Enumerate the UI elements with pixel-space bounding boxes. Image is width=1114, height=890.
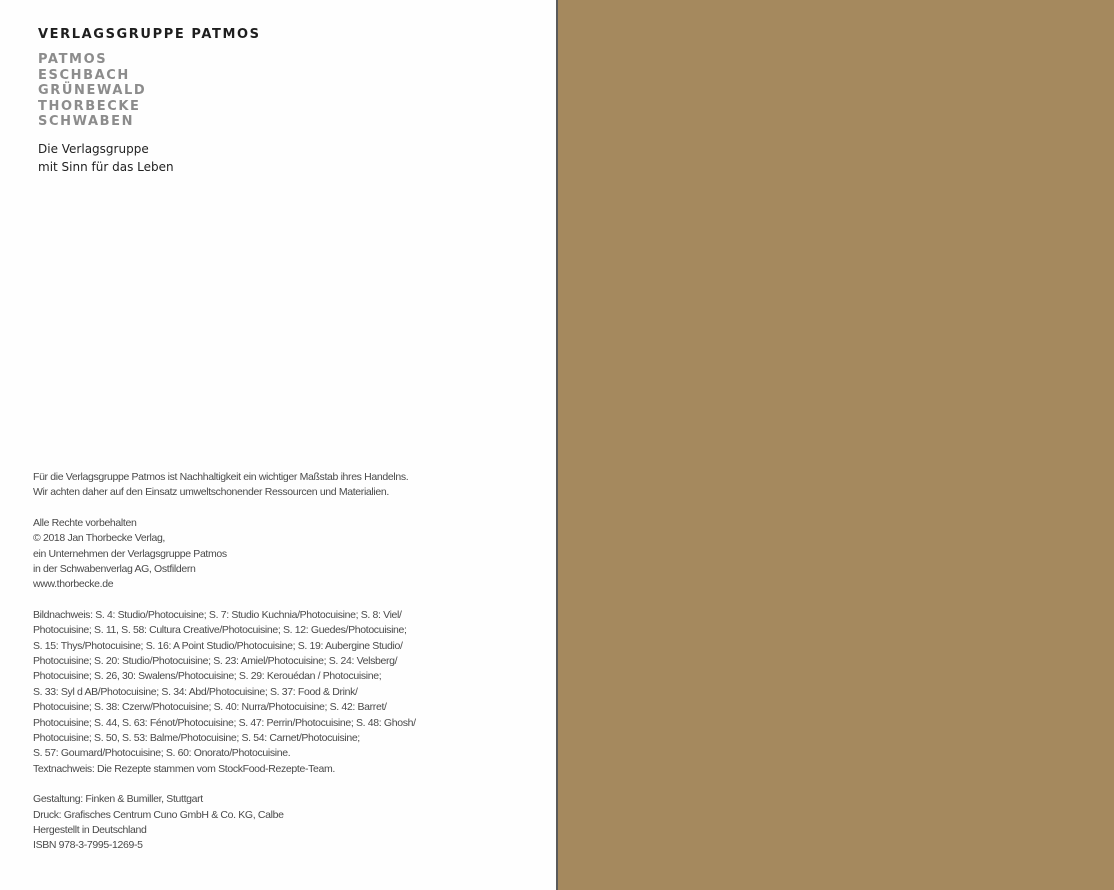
text-line: Wir achten daher auf den Einsatz umweltschonender Ressourcen und Materialien. (33, 486, 389, 499)
text-line: Photocuisine; S. 11, S. 58: Cultura Creative/Photocuisine; S. 12: Guedes/Photocuisine; (33, 624, 407, 637)
text-line: Gestaltung: Finken & Bumiller, Stuttgart (33, 793, 203, 806)
credits (33, 608, 463, 777)
isbn-text: ISBN 978-3-7995-1269-5 (33, 839, 143, 852)
imprint-list (38, 52, 261, 130)
tagline-line: Die Verlagsgruppe (38, 141, 149, 156)
text-line: Alle Rechte vorbehalten (33, 517, 137, 530)
imprint-name: PATMOS (38, 52, 108, 67)
publisher-group-name: VERLAGSGRUPPE PATMOS (38, 27, 261, 42)
text-line: © 2018 Jan Thorbecke Verlag, (33, 532, 166, 545)
imprint-name: THORBECKE (38, 98, 141, 114)
imprint-name: GRÜNEWALD (38, 83, 147, 99)
text-line: ein Unternehmen der Verlagsgruppe Patmos (33, 547, 227, 560)
publisher-tagline (38, 140, 261, 176)
publisher-logo (38, 26, 261, 176)
text-line: S. 57: Goumard/Photocuisine; S. 60: Onorato/Photocuisine. (33, 747, 291, 760)
text-line: Photocuisine; S. 50, S. 53: Balme/Photocuisine; S. 54: Carnet/Photocuisine; (33, 731, 360, 744)
imprint-name: ESCHBACH (38, 67, 130, 83)
text-line: Hergestellt in Deutschland (33, 823, 147, 836)
imprint-page (0, 0, 556, 890)
tagline-line: mit Sinn für das Leben (38, 159, 174, 174)
imprint-text-block (33, 470, 463, 854)
text-line: Photocuisine; S. 44, S. 63: Fénot/Photocuisine; S. 47: Perrin/Photocuisine; S. 48: Ghosh/ (33, 716, 416, 729)
text-line: Photocuisine; S. 20: Studio/Photocuisine; S. 23: Amiel/Photocuisine; S. 24: Velsberg/ (33, 655, 398, 668)
text-line: Druck: Grafisches Centrum Cuno GmbH & Co. KG, Calbe (33, 808, 284, 821)
text-line: Bildnachweis: S. 4: Studio/Photocuisine; S. 7: Studio Kuchnia/Photocuisine; S. 8: Viel/ (33, 609, 402, 622)
production-info (33, 792, 463, 853)
text-line: S. 33: Syl d AB/Photocuisine; S. 34: Abd/Photocuisine; S. 37: Food & Drink/ (33, 685, 358, 698)
text-line: S. 15: Thys/Photocuisine; S. 16: A Point Studio/Photocuisine; S. 19: Aubergine Studio/ (33, 639, 403, 652)
text-line: Für die Verlagsgruppe Patmos ist Nachhaltigkeit ein wichtiger Maßstab ihres Handelns. (33, 471, 409, 483)
text-line: Photocuisine; S. 26, 30: Swalens/Photocuisine; S. 29: Kerouédan / Photocuisine; (33, 670, 382, 683)
text-line: Textnachweis: Die Rezepte stammen vom StockFood-Rezepte-Team. (33, 762, 335, 775)
text-line: Photocuisine; S. 38: Czerw/Photocuisine; S. 40: Nurra/Photocuisine; S. 42: Barret/ (33, 701, 387, 714)
text-line: in der Schwabenverlag AG, Ostfildern (33, 563, 196, 576)
website-text: www.thorbecke.de (33, 578, 114, 591)
imprint-name: SCHWABEN (38, 114, 135, 130)
rights-notice (33, 516, 463, 593)
colored-page (558, 0, 1114, 890)
sustainability-note (33, 470, 463, 501)
